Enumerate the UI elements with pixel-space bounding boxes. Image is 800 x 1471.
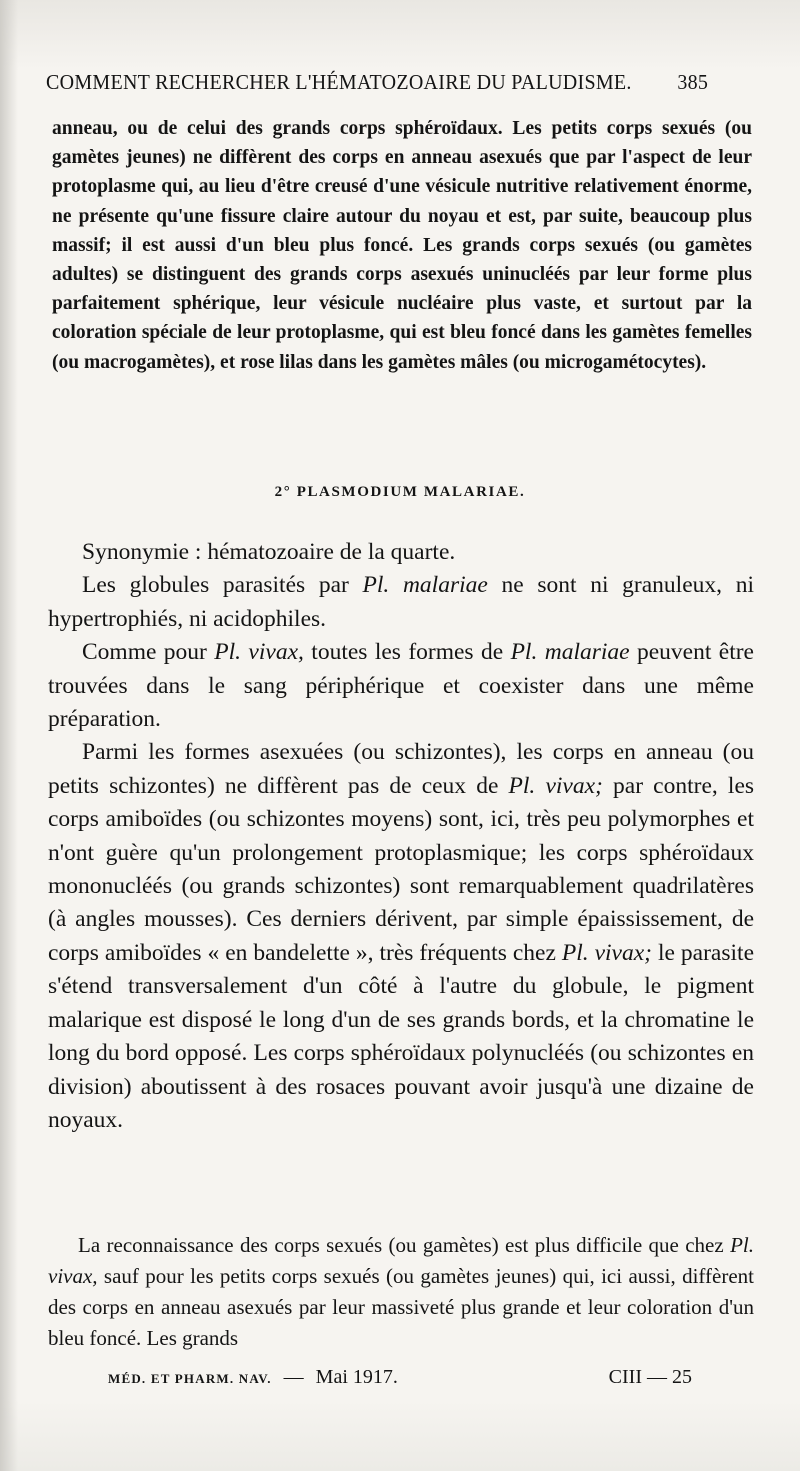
paragraph-continuation: anneau, ou de celui des grands corps sphéroïdaux. Les petits corps sexués (ou gamètes jeunes) ne diffèrent des corps en anneau asexués que par l'aspect de leur protoplasme qui, au lieu d'être creusé d'une vésicule nutritive relativement énorme, ne présente qu'une fissure claire autour du noyau et est, par suite, beaucoup plus massif; il est aussi d'un bleu plus foncé. Les grands corps sexués (ou gamètes adultes) se distinguent des grands corps asexués uninucléés par leur forme plus parfaitement sphérique, leur vésicule nucléaire plus vaste, et surtout par la coloration spéciale de leur protoplasme, qui est bleu foncé dans les gamètes femelles (ou macrogamètes), et rose lilas dans les gamètes mâles (ou microgamétocytes). <box>52 118 752 373</box>
footer-dash: — <box>283 1366 304 1388</box>
section-body <box>48 536 754 1137</box>
running-header-title: COMMENT RECHERCHER L'HÉMATOZOAIRE DU PALUDISME. <box>46 70 632 94</box>
paragraph-synonymie: Synonymie : hématozoaire de la quarte. <box>82 539 456 565</box>
paragraph-gametes: La reconnaissance des corps sexués (ou gamètes) est plus difficile que chez Pl. vivax, sauf pour les petits corps sexués (ou gamètes jeunes) qui, ici aussi, diffèrent des corps en anneau asexués par leur massiveté plus grande et leur coloration d'un bleu foncé. Les grands <box>48 1233 754 1350</box>
paragraph-formes: Comme pour Pl. vivax, toutes les formes de Pl. malariae peuvent être trouvées dans le sang périphérique et coexister dans une même préparation. <box>48 639 754 733</box>
footer-date: Mai 1917. <box>315 1366 398 1388</box>
paragraph-schizontes: Parmi les formes asexuées (ou schizontes), les corps en anneau (ou petits schizontes) ne diffèrent pas de ceux de Pl. vivax; par contre, les corps amiboïdes (ou schizontes moyens) sont, ici, très peu polymorphes et n'ont guère qu'un prolongement protoplasmique; les corps sphéroïdaux mononucléés (ou grands schizontes) sont remarquablement quadrilatères (à angles mousses). Ces derniers dérivent, par simple épaississement, de corps amiboïdes « en bandelette », très fréquents chez Pl. vivax; le parasite s'étend transversalement d'un côté à l'autre du globule, le pigment malarique est disposé le long d'un de ses grands bords, et la chromatine le long du bord opposé. Les corps sphéroïdaux polynucléés (ou schizontes en division) aboutissent à des rosaces pouvant avoir jusqu'à une dizaine de noyaux. <box>48 739 755 1133</box>
page-footer <box>108 1366 692 1389</box>
section-title: 2° PLASMODIUM MALARIAE. <box>274 484 526 500</box>
page-number: 385 <box>677 70 709 94</box>
paragraph-globules: Les globules parasités par Pl. malariae ne sont ni granuleux, ni hypertrophiés, ni acidophiles. <box>48 572 754 632</box>
footer-signature: CIII — 25 <box>608 1366 692 1388</box>
running-header <box>46 70 708 95</box>
page-edge-shadow <box>0 0 18 1471</box>
footer-journal: MÉD. ET PHARM. NAV. <box>108 1371 272 1386</box>
